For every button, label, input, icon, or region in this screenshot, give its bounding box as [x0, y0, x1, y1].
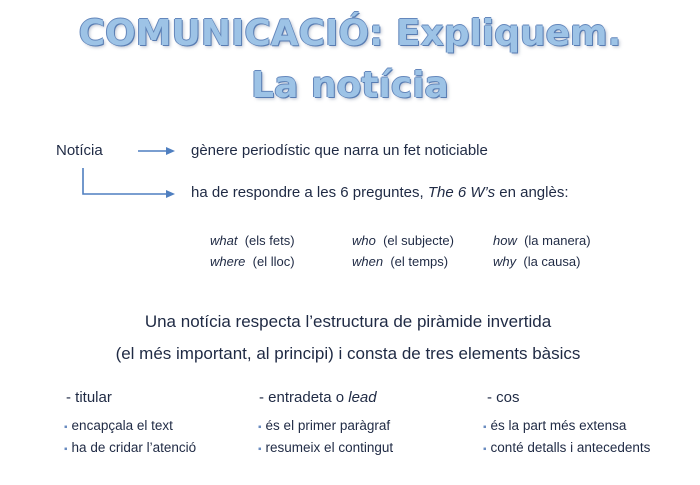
- w-when: when (el temps): [352, 254, 449, 269]
- list-item: ▪ resumeix el contingut: [258, 440, 394, 455]
- right-arrow-icon: [138, 147, 175, 155]
- bullet-icon: ▪: [258, 422, 262, 433]
- term-label: Notícia: [56, 142, 103, 159]
- pyramid-line-2: (el més important, al principi) i consta de tres elements bàsics: [115, 344, 581, 363]
- list-item: ▪ ha de cridar l’atenció: [64, 440, 197, 455]
- list-item: ▪ és el primer paràgraf: [258, 418, 391, 433]
- list-item: ▪ és la part més extensa: [483, 418, 627, 433]
- list-item: ▪ encapçala el text: [64, 418, 173, 433]
- bullet-icon: ▪: [258, 444, 262, 455]
- w-what: what (els fets): [210, 233, 295, 248]
- element-head-titular: - titular: [66, 389, 112, 406]
- elbow-arrow-icon: [83, 168, 175, 198]
- six-ws-term: The 6 W’s: [427, 184, 496, 201]
- element-head-entradeta: - entradeta o lead: [259, 389, 377, 406]
- w-how: how (la manera): [493, 233, 591, 248]
- w-who: who (el subjecte): [352, 233, 454, 248]
- page-title: COMUNICACIÓ: Expliquem.: [78, 13, 622, 54]
- bullet-icon: ▪: [64, 444, 68, 455]
- w-where: where (el lloc): [210, 254, 295, 269]
- list-item: ▪ conté detalls i antecedents: [483, 440, 651, 455]
- element-head-cos: - cos: [487, 389, 520, 406]
- bullet-icon: ▪: [483, 422, 487, 433]
- w-why: why (la causa): [493, 254, 581, 269]
- pyramid-line-1: Una notícia respecta l’estructura de piràmide invertida: [144, 312, 552, 331]
- page-subtitle: La notícia: [251, 65, 449, 106]
- definition-line-1: gènere periodístic que narra un fet noticiable: [191, 142, 488, 159]
- bullet-icon: ▪: [483, 444, 487, 455]
- bullet-icon: ▪: [64, 422, 68, 433]
- definition-line-2: ha de respondre a les 6 preguntes, The 6 W’s en anglès:: [191, 184, 569, 201]
